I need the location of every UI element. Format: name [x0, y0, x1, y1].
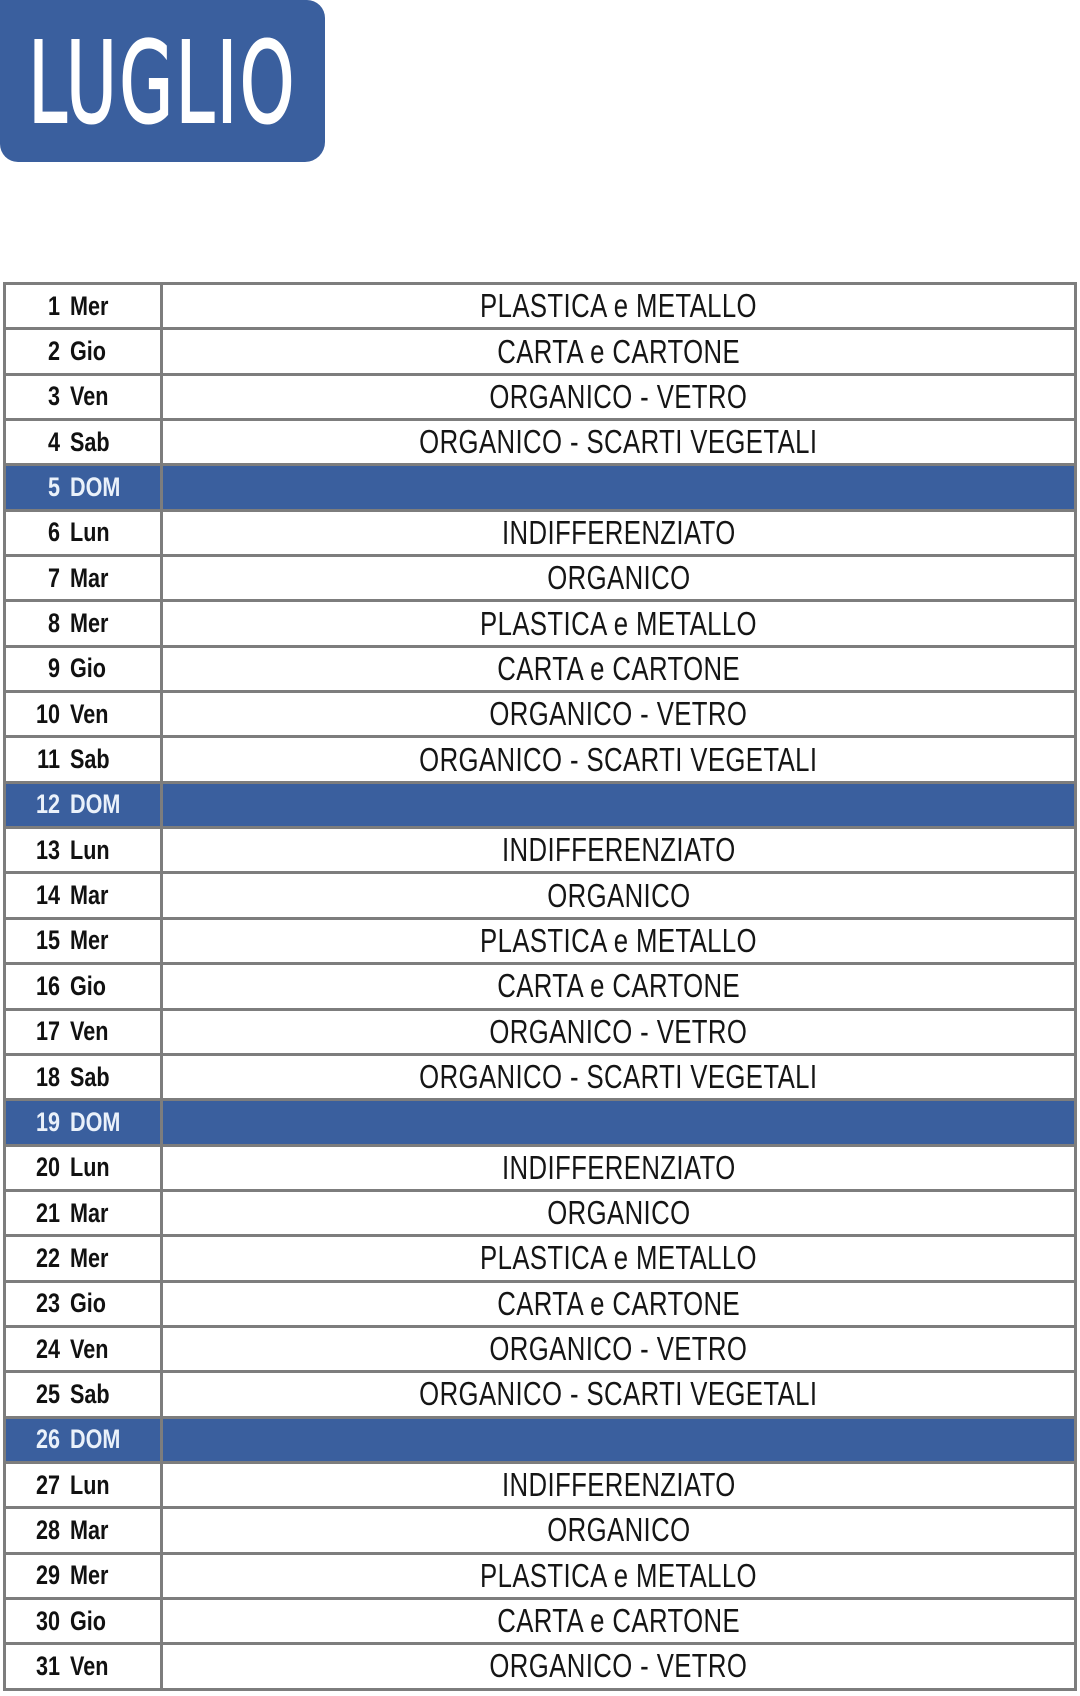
collection-cell: [162, 1281, 1076, 1326]
weekday-name: Mar: [70, 562, 109, 593]
collection-type: ORGANICO - VETRO: [489, 1012, 748, 1050]
table-row: [5, 556, 1076, 601]
month-title: LUGLIO: [28, 19, 297, 149]
weekday-name: Ven: [70, 1016, 109, 1047]
day-label: [6, 965, 160, 1007]
table-row: [5, 964, 1076, 1009]
day-number: 12: [35, 789, 60, 820]
collection-type: ORGANICO - SCARTI VEGETALI: [419, 423, 818, 461]
day-number: 4: [47, 426, 60, 457]
day-cell: [5, 1281, 162, 1326]
day-cell: [5, 510, 162, 555]
collection-cell: [162, 510, 1076, 555]
day-cell: [5, 1009, 162, 1054]
table-row: [5, 828, 1076, 873]
day-number: 17: [35, 1016, 60, 1047]
collection-type: ORGANICO: [546, 559, 691, 597]
collection-type: PLASTICA e METALLO: [480, 921, 757, 959]
day-number: 9: [47, 653, 60, 684]
table-row: [5, 1508, 1076, 1553]
day-label: [6, 1192, 160, 1234]
day-number: 2: [47, 336, 60, 367]
schedule-body: [5, 284, 1076, 1690]
table-row: [5, 873, 1076, 918]
collection-cell: [162, 465, 1076, 510]
day-label: [6, 376, 160, 418]
collection-cell: [162, 1462, 1076, 1507]
day-number: 14: [35, 880, 60, 911]
day-cell: [5, 329, 162, 374]
collection-cell: [162, 1145, 1076, 1190]
table-row: [5, 1553, 1076, 1598]
day-cell: [5, 828, 162, 873]
collection-type: CARTA e CARTONE: [497, 1284, 740, 1322]
day-number: 13: [35, 834, 60, 865]
collection-type: ORGANICO - VETRO: [489, 1647, 748, 1685]
collection-type: CARTA e CARTONE: [497, 332, 740, 370]
day-number: 1: [47, 290, 60, 321]
day-label: [6, 784, 160, 826]
weekday-name: DOM: [70, 472, 121, 503]
day-number: 30: [35, 1605, 60, 1636]
table-row: [5, 1644, 1076, 1689]
day-label: [6, 648, 160, 690]
day-label: [6, 1283, 160, 1325]
table-row-sunday: [5, 465, 1076, 510]
collection-type: PLASTICA e METALLO: [480, 1239, 757, 1277]
day-label: [6, 1464, 160, 1506]
day-cell: [5, 1100, 162, 1145]
collection-cell: [162, 1553, 1076, 1598]
day-cell: [5, 556, 162, 601]
collection-type: PLASTICA e METALLO: [480, 287, 757, 325]
table-row-sunday: [5, 782, 1076, 827]
day-cell: [5, 1372, 162, 1417]
day-label: [6, 602, 160, 644]
day-number: 10: [35, 698, 60, 729]
table-row: [5, 918, 1076, 963]
day-label: [6, 466, 160, 508]
day-cell: [5, 465, 162, 510]
collection-cell: [162, 1644, 1076, 1689]
day-cell: [5, 601, 162, 646]
collection-type: ORGANICO - VETRO: [489, 1330, 748, 1368]
collection-cell: [162, 374, 1076, 419]
collection-cell: [162, 329, 1076, 374]
table-row: [5, 646, 1076, 691]
table-row-sunday: [5, 1100, 1076, 1145]
collection-type: CARTA e CARTONE: [497, 649, 740, 687]
table-row-sunday: [5, 1417, 1076, 1462]
weekday-name: Gio: [70, 336, 106, 367]
collection-cell: [162, 1100, 1076, 1145]
day-cell: [5, 1462, 162, 1507]
day-number: 21: [35, 1197, 60, 1228]
collection-type: ORGANICO - SCARTI VEGETALI: [419, 1058, 818, 1096]
weekday-name: Mer: [70, 925, 109, 956]
day-number: 6: [47, 517, 60, 548]
day-cell: [5, 782, 162, 827]
day-label: [6, 1011, 160, 1053]
day-cell: [5, 918, 162, 963]
weekday-name: Lun: [70, 517, 110, 548]
table-row: [5, 374, 1076, 419]
collection-cell: [162, 1054, 1076, 1099]
collection-cell: [162, 828, 1076, 873]
collection-cell: [162, 556, 1076, 601]
weekday-name: Gio: [70, 1288, 106, 1319]
collection-type: PLASTICA e METALLO: [480, 604, 757, 642]
weekday-name: Gio: [70, 653, 106, 684]
day-cell: [5, 737, 162, 782]
day-cell: [5, 1553, 162, 1598]
day-cell: [5, 420, 162, 465]
weekday-name: Lun: [70, 834, 110, 865]
day-number: 25: [35, 1378, 60, 1409]
day-cell: [5, 1236, 162, 1281]
collection-cell: [162, 1508, 1076, 1553]
table-row: [5, 1009, 1076, 1054]
weekday-name: Mer: [70, 1560, 109, 1591]
collection-cell: [162, 646, 1076, 691]
day-label: [6, 1373, 160, 1415]
weekday-name: Mer: [70, 1242, 109, 1273]
collection-cell: [162, 284, 1076, 329]
collection-type: INDIFFERENZIATO: [501, 1148, 736, 1186]
day-cell: [5, 692, 162, 737]
day-cell: [5, 1326, 162, 1371]
weekday-name: Mer: [70, 608, 109, 639]
day-number: 15: [35, 925, 60, 956]
collection-type: INDIFFERENZIATO: [501, 831, 736, 869]
day-label: [6, 512, 160, 554]
collection-type: ORGANICO: [546, 876, 691, 914]
day-cell: [5, 284, 162, 329]
collection-cell: [162, 1009, 1076, 1054]
day-number: 11: [37, 744, 60, 775]
weekday-name: Sab: [70, 744, 110, 775]
collection-cell: [162, 1598, 1076, 1643]
day-label: [6, 1419, 160, 1461]
table-row: [5, 601, 1076, 646]
day-label: [6, 1645, 160, 1687]
day-label: [6, 1237, 160, 1279]
weekday-name: Sab: [70, 1061, 110, 1092]
weekday-name: Mer: [70, 290, 109, 321]
collection-cell: [162, 964, 1076, 1009]
weekday-name: Ven: [70, 698, 109, 729]
table-row: [5, 1372, 1076, 1417]
collection-schedule-table: [3, 282, 1077, 1691]
collection-type: ORGANICO: [546, 1511, 691, 1549]
weekday-name: Mar: [70, 880, 109, 911]
day-label: [6, 1555, 160, 1597]
collection-type: ORGANICO: [546, 1194, 691, 1232]
day-label: [6, 330, 160, 372]
day-cell: [5, 1508, 162, 1553]
day-label: [6, 1600, 160, 1642]
day-number: 28: [35, 1514, 60, 1545]
table-row: [5, 420, 1076, 465]
day-number: 8: [47, 608, 60, 639]
table-row: [5, 737, 1076, 782]
collection-cell: [162, 1326, 1076, 1371]
day-cell: [5, 646, 162, 691]
collection-cell: [162, 737, 1076, 782]
collection-cell: [162, 1236, 1076, 1281]
day-number: 5: [47, 472, 60, 503]
day-number: 23: [35, 1288, 60, 1319]
table-row: [5, 1462, 1076, 1507]
day-label: [6, 738, 160, 780]
collection-cell: [162, 601, 1076, 646]
day-label: [6, 557, 160, 599]
collection-type: CARTA e CARTONE: [497, 1602, 740, 1640]
collection-cell: [162, 782, 1076, 827]
day-label: [6, 1509, 160, 1551]
day-number: 20: [35, 1152, 60, 1183]
day-label: [6, 1056, 160, 1098]
day-label: [6, 693, 160, 735]
day-label: [6, 1101, 160, 1143]
day-label: [6, 1328, 160, 1370]
day-cell: [5, 1417, 162, 1462]
weekday-name: DOM: [70, 1424, 121, 1455]
table-row: [5, 510, 1076, 555]
day-cell: [5, 1644, 162, 1689]
table-row: [5, 1326, 1076, 1371]
day-number: 16: [35, 970, 60, 1001]
weekday-name: Gio: [70, 1605, 106, 1636]
table-row: [5, 1145, 1076, 1190]
collection-type: ORGANICO - SCARTI VEGETALI: [419, 1375, 818, 1413]
day-number: 24: [35, 1333, 60, 1364]
collection-cell: [162, 1417, 1076, 1462]
weekday-name: Ven: [70, 381, 109, 412]
day-label: [6, 829, 160, 871]
collection-type: ORGANICO - SCARTI VEGETALI: [419, 740, 818, 778]
collection-type: INDIFFERENZIATO: [501, 1466, 736, 1504]
collection-cell: [162, 420, 1076, 465]
weekday-name: Mar: [70, 1514, 109, 1545]
day-cell: [5, 374, 162, 419]
day-cell: [5, 1145, 162, 1190]
collection-type: INDIFFERENZIATO: [501, 513, 736, 551]
month-title-badge: [0, 0, 325, 162]
day-number: 27: [35, 1469, 60, 1500]
day-cell: [5, 1054, 162, 1099]
table-row: [5, 1054, 1076, 1099]
day-number: 22: [35, 1242, 60, 1273]
collection-type: ORGANICO - VETRO: [489, 695, 748, 733]
weekday-name: Ven: [70, 1650, 109, 1681]
table-row: [5, 1598, 1076, 1643]
table-row: [5, 1281, 1076, 1326]
table-row: [5, 329, 1076, 374]
weekday-name: DOM: [70, 1106, 121, 1137]
weekday-name: Gio: [70, 970, 106, 1001]
day-number: 18: [35, 1061, 60, 1092]
collection-cell: [162, 873, 1076, 918]
day-label: [6, 421, 160, 463]
collection-type: ORGANICO - VETRO: [489, 377, 748, 415]
table-row: [5, 1190, 1076, 1235]
day-cell: [5, 1190, 162, 1235]
table-row: [5, 1236, 1076, 1281]
day-cell: [5, 964, 162, 1009]
day-cell: [5, 873, 162, 918]
weekday-name: Sab: [70, 1378, 110, 1409]
collection-cell: [162, 918, 1076, 963]
day-number: 29: [35, 1560, 60, 1591]
weekday-name: Sab: [70, 426, 110, 457]
collection-cell: [162, 692, 1076, 737]
weekday-name: Mar: [70, 1197, 109, 1228]
day-label: [6, 920, 160, 962]
weekday-name: Lun: [70, 1152, 110, 1183]
day-number: 31: [35, 1650, 60, 1681]
day-label: [6, 1147, 160, 1189]
day-number: 19: [35, 1106, 60, 1137]
day-cell: [5, 1598, 162, 1643]
collection-cell: [162, 1372, 1076, 1417]
weekday-name: Lun: [70, 1469, 110, 1500]
day-number: 26: [35, 1424, 60, 1455]
weekday-name: Ven: [70, 1333, 109, 1364]
table-row: [5, 284, 1076, 329]
day-number: 7: [47, 562, 60, 593]
collection-cell: [162, 1190, 1076, 1235]
day-number: 3: [47, 381, 60, 412]
table-row: [5, 692, 1076, 737]
day-label: [6, 874, 160, 916]
collection-type: CARTA e CARTONE: [497, 967, 740, 1005]
collection-type: PLASTICA e METALLO: [480, 1556, 757, 1594]
weekday-name: DOM: [70, 789, 121, 820]
day-label: [6, 285, 160, 327]
